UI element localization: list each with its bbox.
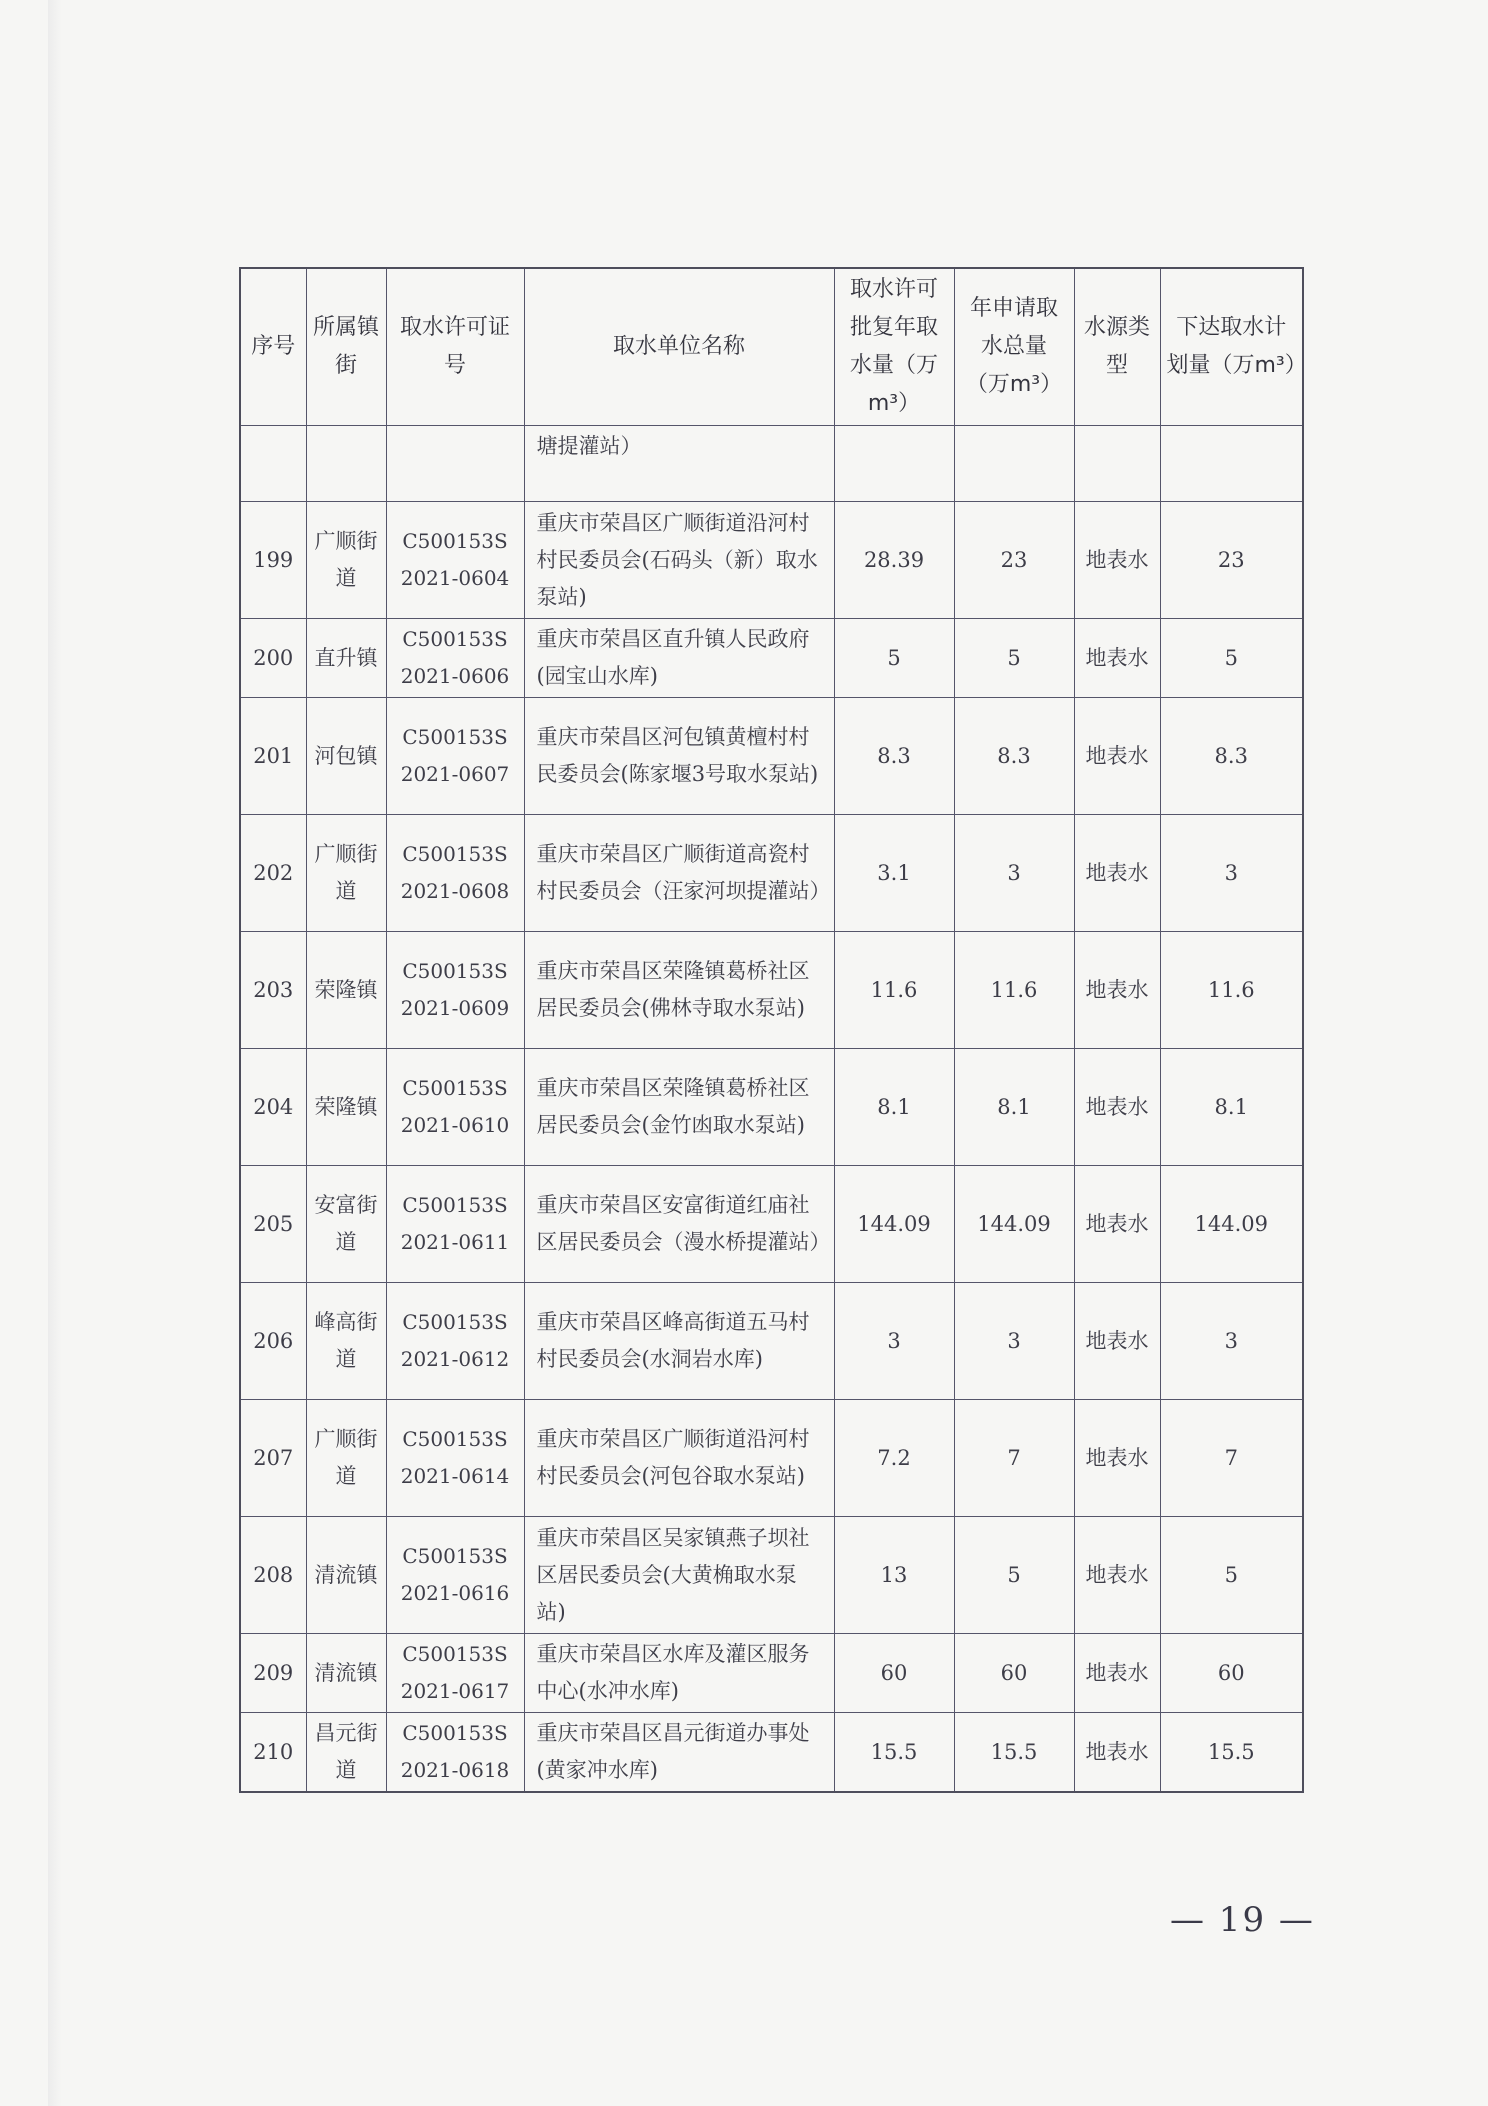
cell-source: 地表水 <box>1074 1634 1160 1713</box>
cell-unit: 重庆市荣昌区荣隆镇葛桥社区居民委员会(金竹凼取水泵站) <box>524 1049 834 1166</box>
cell-permit <box>386 815 524 932</box>
permit-prefix: C500153S <box>402 627 508 651</box>
cell-town: 昌元街道 <box>306 1713 386 1793</box>
header-approved: 取水许可批复年取水量（万m³） <box>834 268 954 426</box>
cell-plan: 3 <box>1160 815 1303 932</box>
cell-plan: 8.1 <box>1160 1049 1303 1166</box>
water-permit-table <box>239 267 1307 1793</box>
permit-number: 2021-0604 <box>400 566 510 590</box>
cell-permit <box>386 932 524 1049</box>
cell-approved: 11.6 <box>834 932 954 1049</box>
cell-permit <box>386 1517 524 1634</box>
cell-permit <box>386 698 524 815</box>
permit-prefix: C500153S <box>402 725 508 749</box>
cell-plan: 8.3 <box>1160 698 1303 815</box>
cell-permit <box>386 1634 524 1713</box>
header-plan: 下达取水计划量（万m³） <box>1160 268 1303 426</box>
cell-town <box>306 426 386 502</box>
table-row <box>240 1713 1303 1793</box>
header-row <box>240 268 1303 426</box>
header-seq: 序号 <box>240 268 306 426</box>
cell-town: 荣隆镇 <box>306 1049 386 1166</box>
cell-unit: 重庆市荣昌区广顺街道沿河村村民委员会(石码头（新）取水泵站) <box>524 502 834 619</box>
permit-number: 2021-0612 <box>400 1347 510 1371</box>
cell-town: 广顺街道 <box>306 502 386 619</box>
cell-town: 广顺街道 <box>306 815 386 932</box>
cell-town: 广顺街道 <box>306 1400 386 1517</box>
cell-source: 地表水 <box>1074 1283 1160 1400</box>
cell-applied: 3 <box>954 815 1074 932</box>
cell-approved: 8.3 <box>834 698 954 815</box>
cell-seq: 200 <box>240 619 306 698</box>
cell-applied: 7 <box>954 1400 1074 1517</box>
cell-seq: 210 <box>240 1713 306 1793</box>
permit-number: 2021-0618 <box>400 1758 510 1782</box>
page-edge-shadow <box>48 0 62 2106</box>
cell-town: 荣隆镇 <box>306 932 386 1049</box>
cell-plan: 15.5 <box>1160 1713 1303 1793</box>
cell-approved: 3 <box>834 1283 954 1400</box>
cell-seq: 199 <box>240 502 306 619</box>
permit-number: 2021-0616 <box>400 1581 510 1605</box>
cell-plan: 23 <box>1160 502 1303 619</box>
cell-town: 清流镇 <box>306 1517 386 1634</box>
cell-unit: 重庆市荣昌区安富街道红庙社区居民委员会（漫水桥提灌站） <box>524 1166 834 1283</box>
cell-permit <box>386 1049 524 1166</box>
cell-source: 地表水 <box>1074 698 1160 815</box>
cell-applied: 5 <box>954 619 1074 698</box>
cell-source: 地表水 <box>1074 1713 1160 1793</box>
cell-applied: 23 <box>954 502 1074 619</box>
table-row <box>240 815 1303 932</box>
cell-applied: 60 <box>954 1634 1074 1713</box>
cell-seq: 201 <box>240 698 306 815</box>
cell-town: 河包镇 <box>306 698 386 815</box>
permit-prefix: C500153S <box>402 959 508 983</box>
cell-town: 直升镇 <box>306 619 386 698</box>
cell-source: 地表水 <box>1074 619 1160 698</box>
permit-number: 2021-0608 <box>400 879 510 903</box>
permit-prefix: C500153S <box>402 1544 508 1568</box>
header-applied: 年申请取水总量（万m³） <box>954 268 1074 426</box>
cell-unit: 重庆市荣昌区水库及灌区服务中心(水冲水库) <box>524 1634 834 1713</box>
cell-plan: 3 <box>1160 1283 1303 1400</box>
continuation-row <box>240 426 1303 502</box>
cell-approved <box>834 426 954 502</box>
header-source: 水源类型 <box>1074 268 1160 426</box>
cell-seq: 204 <box>240 1049 306 1166</box>
cell-seq: 205 <box>240 1166 306 1283</box>
permit-number: 2021-0609 <box>400 996 510 1020</box>
permit-prefix: C500153S <box>402 1721 508 1745</box>
cell-applied <box>954 426 1074 502</box>
table-row <box>240 932 1303 1049</box>
cell-seq: 206 <box>240 1283 306 1400</box>
table-row <box>240 619 1303 698</box>
cell-unit: 塘提灌站） <box>524 426 834 502</box>
cell-source <box>1074 426 1160 502</box>
cell-approved: 28.39 <box>834 502 954 619</box>
permit-number: 2021-0610 <box>400 1113 510 1137</box>
permit-number: 2021-0614 <box>400 1464 510 1488</box>
cell-applied: 3 <box>954 1283 1074 1400</box>
cell-unit: 重庆市荣昌区峰高街道五马村村民委员会(水洞岩水库) <box>524 1283 834 1400</box>
cell-unit: 重庆市荣昌区吴家镇燕子坝社区居民委员会(大黄桷取水泵站) <box>524 1517 834 1634</box>
table-row <box>240 1049 1303 1166</box>
cell-seq: 209 <box>240 1634 306 1713</box>
cell-permit <box>386 1400 524 1517</box>
cell-town: 安富街道 <box>306 1166 386 1283</box>
cell-source: 地表水 <box>1074 1166 1160 1283</box>
cell-permit <box>386 1166 524 1283</box>
cell-town: 峰高街道 <box>306 1283 386 1400</box>
permit-number: 2021-0606 <box>400 664 510 688</box>
cell-applied: 5 <box>954 1517 1074 1634</box>
cell-applied: 144.09 <box>954 1166 1074 1283</box>
permit-prefix: C500153S <box>402 1310 508 1334</box>
cell-source: 地表水 <box>1074 1400 1160 1517</box>
permit-number: 2021-0607 <box>400 762 510 786</box>
cell-applied: 15.5 <box>954 1713 1074 1793</box>
header-permit: 取水许可证号 <box>386 268 524 426</box>
cell-unit: 重庆市荣昌区荣隆镇葛桥社区居民委员会(佛林寺取水泵站) <box>524 932 834 1049</box>
cell-approved: 5 <box>834 619 954 698</box>
table-row <box>240 1400 1303 1517</box>
cell-permit <box>386 619 524 698</box>
cell-source: 地表水 <box>1074 1049 1160 1166</box>
cell-town: 清流镇 <box>306 1634 386 1713</box>
cell-seq: 208 <box>240 1517 306 1634</box>
cell-unit: 重庆市荣昌区广顺街道沿河村村民委员会(河包谷取水泵站) <box>524 1400 834 1517</box>
permit-number: 2021-0617 <box>400 1679 510 1703</box>
cell-seq: 202 <box>240 815 306 932</box>
permit-prefix: C500153S <box>402 842 508 866</box>
cell-approved: 3.1 <box>834 815 954 932</box>
permit-prefix: C500153S <box>402 1076 508 1100</box>
cell-applied: 8.1 <box>954 1049 1074 1166</box>
cell-permit <box>386 502 524 619</box>
header-unit: 取水单位名称 <box>524 268 834 426</box>
cell-plan: 5 <box>1160 619 1303 698</box>
permit-prefix: C500153S <box>402 1193 508 1217</box>
permit-prefix: C500153S <box>402 1427 508 1451</box>
page-number: — 19 — <box>1170 1900 1315 1940</box>
permit-prefix: C500153S <box>402 529 508 553</box>
cell-applied: 8.3 <box>954 698 1074 815</box>
table-row <box>240 1283 1303 1400</box>
cell-plan: 11.6 <box>1160 932 1303 1049</box>
cell-seq <box>240 426 306 502</box>
table-row <box>240 502 1303 619</box>
cell-approved: 60 <box>834 1634 954 1713</box>
cell-applied: 11.6 <box>954 932 1074 1049</box>
table-row <box>240 1517 1303 1634</box>
cell-approved: 8.1 <box>834 1049 954 1166</box>
cell-unit: 重庆市荣昌区河包镇黄檀村村民委员会(陈家堰3号取水泵站) <box>524 698 834 815</box>
table-row <box>240 698 1303 815</box>
cell-approved: 7.2 <box>834 1400 954 1517</box>
table-row <box>240 1634 1303 1713</box>
cell-permit <box>386 1713 524 1793</box>
cell-permit <box>386 1283 524 1400</box>
cell-approved: 144.09 <box>834 1166 954 1283</box>
cell-seq: 203 <box>240 932 306 1049</box>
cell-source: 地表水 <box>1074 932 1160 1049</box>
cell-source: 地表水 <box>1074 1517 1160 1634</box>
cell-source: 地表水 <box>1074 502 1160 619</box>
header-town: 所属镇街 <box>306 268 386 426</box>
cell-plan: 5 <box>1160 1517 1303 1634</box>
cell-unit: 重庆市荣昌区广顺街道高瓷村村民委员会（汪家河坝提灌站） <box>524 815 834 932</box>
cell-permit <box>386 426 524 502</box>
cell-approved: 15.5 <box>834 1713 954 1793</box>
cell-approved: 13 <box>834 1517 954 1634</box>
permit-prefix: C500153S <box>402 1642 508 1666</box>
cell-plan: 7 <box>1160 1400 1303 1517</box>
cell-unit: 重庆市荣昌区直升镇人民政府(园宝山水库) <box>524 619 834 698</box>
cell-seq: 207 <box>240 1400 306 1517</box>
permit-number: 2021-0611 <box>400 1230 510 1254</box>
cell-unit: 重庆市荣昌区昌元街道办事处(黄家冲水库) <box>524 1713 834 1793</box>
cell-plan <box>1160 426 1303 502</box>
cell-plan: 60 <box>1160 1634 1303 1713</box>
cell-source: 地表水 <box>1074 815 1160 932</box>
cell-plan: 144.09 <box>1160 1166 1303 1283</box>
table-row <box>240 1166 1303 1283</box>
